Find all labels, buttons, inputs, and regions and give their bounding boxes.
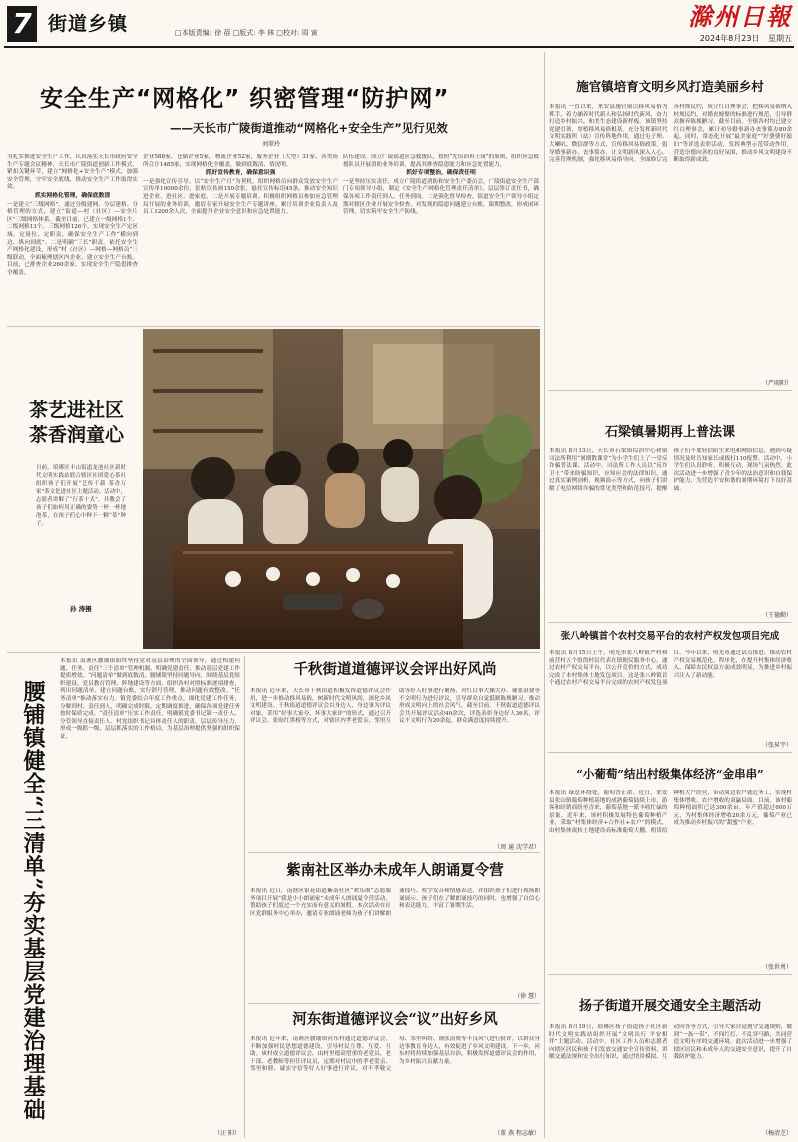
grape-bottom-rule [548,974,792,975]
tea-author: 孙 涛摄 [70,605,92,613]
qianqiu-author: （周 通 沈学君） [494,844,540,851]
tea-bottom-rule [7,652,540,653]
right-column-divider [544,52,545,1138]
shiliang-body: 本报讯 8月13日，天长市石梁镇综治中心和镇司法所利用“暑期散课堂”为小学生们上了一堂反诈骗普法课。活动中，司法所工作人员以“反诈卫士”带来防骗知识、应知应会的法律知识，通过真实案例剖析、视频演示等方式，向孩子们讲解了电信网络诈骗的常见类型和防范技巧，提醒孩子们不要轻信陌生来电和网络信息，遇到可疑情况及时告知家长或拨打110报警。活动中，小学生们认真聆听、积极互动，现场气氛热烈。此次活动进一步增强了青少年的法治意识和自我保护能力，为营造平安和谐的暑期环境打下良好基础。 [549,448,792,492]
tea-body: 日前，琅琊区丰山街道龙池社区新时代文明实践站联合辖区社团爱心茶社组织孩子们开展“艺传千载 茶香万家”茶文化进社区主题活动。活动中，志愿者讲解了“行茶十式”，并教会了孩子们如何用正确的姿势一杯一杯地泡茶，在孩子们心中种下一颗“茶”种子。 [36,465,126,527]
grape-body: 本报讯 绿意环绕处，葡萄香正浓。近日，来安县张山镇葡萄种植基地的成熟葡萄陆续上市，游客和经销商纷至沓来，葡萄基地一派丰收忙碌的景象。近年来，该村积极发展特色葡萄种植产业，采取“村集体经济+合作社+农户”的模式，由村集体流转土地建设高标准葡萄大棚，租赁给种植大户经营，带动周边农户就近务工，实现村集体增收、农户增收的双赢局面。目前，该村葡萄种植面积已达300余亩，年产值超过600万元，为村集体经济增收20余万元，葡萄产业已成为推动乡村振兴的“甜蜜”产业。 [549,790,792,834]
lead-col3-body: 一是坚持压实责任。成立广陵街道消防和安全生产委员会，广陵街道安全生产部门专项领导小组，制定《安全生产网格化管理责任清单》，层层签订责任书，确保各项工作责任到人、任务到岗。二是强化督导检查。街道安全生产领导小组定期对辖区企业开展安全检查，对发现的隐患问题建立台账，限期整改，形成闭环管理，切实筑牢安全生产防线。 [343,178,539,216]
page-header [0,0,798,52]
lead-author: 刘翠玲 [262,141,281,148]
zishan-bottom-rule [248,1003,540,1004]
shigang-author: （严雨阳） [761,380,792,387]
shigang-bottom-rule [548,390,792,391]
lead-subhead-3: 抓好专项整治，确保责任明 [406,170,476,177]
ruling-author: （汪 阳） [214,1130,240,1137]
date-text: 2024年8月23日 [699,34,760,43]
zishan-author: （徐 慧） [514,993,540,1000]
zhangbaling-author: （张昇宇） [761,742,792,749]
shiliang-title: 石梁镇暑期再上普法课 [604,425,735,440]
tea-ceremony-photo [143,329,540,649]
hedong-body: 本报讯 近年来，南谯区腰铺镇河东村通过道德评议会，不断加强村民思想道德建设，引导村民互尊、互爱、互助。该村成立道德评议会，由村里德高望重的老党员、老干部、老教师等担任评议员，定期对村民中的孝老爱亲、邻里和睦、诚实守信等好人好事进行评议，对不孝敬父母、邻里纠纷、铺张浪费等不良风气进行批评，以群众身边事教育身边人，有效促进了乡风文明建设。下一步，河东村将持续加强基层自治，积极发挥道德评议会的作用，为乡村振兴贡献力量。 [250,1036,540,1073]
zhangbaling-body: 本报讯 8月15日上午，明光市张八岭镇严村和前营村五个组的村民代表在镇便民服务中心，通过农村产权交易平台，以公开竞价的方式，成功完成了本村集体土地发包项目。这是张八岭镇首个通过农村产权交易平台完成的农村产权发包项目。今年以来，明光市通过试点推进、推动农村产权交易规范化、程序化，在提升村集体经济收入、保障农民权益方面成效明显，为推进乡村振兴注入了新动能。 [549,650,792,687]
tea-title-line2: 茶香润童心 [28,424,124,446]
lead-subtitle: ——天长市广陵街道推动“网格化+安全生产”见行见效 [170,121,448,135]
yangzi-author: （杨清芝） [761,1130,792,1137]
ruling-body: 本报讯 南谯区腰铺镇始终坚持党对基层治理的全面领导，通过构建问题、任务、责任“三个清单”管理机制，明确党建责任，推动基层党建工作提质增效。“问题清单”做到底数清。腰铺镇坚持问题导向，围绕基层党组织建设、党员教育管理、阵地建设等方面，组织各村对照标准逐项排查，列出问题清单，建立问题台账，实行销号管理，推动问题有效整改。“任务清单”推动落实有力。镇党委结合年度工作重点，细化党建工作任务，分解到村、责任到人，明确完成时限，定期调度推进，确保各项党建任务按时保质完成。“责任清单”压实工作责任。明确镇党委书记第一责任人、分管领导直接责任人、村党组织书记具体责任人的职责，层层传导压力，形成一级抓一级、层层抓落实的工作格局，为基层治理提供坚强的组织保证。 [60,658,240,740]
lead-col1-body: 一是建立“三级网格”。通过分级建网、分层建格、分格管理的方式，建立“街道—村（社区）—安全片区”三级网格体系。截至目前，已建立一级网格1个、二级网格13个、三级网格126个，实现安全生产定区域、定岗位、定职责，确保安全生产工作“横向到边、纵向到底”。二是明确“三长”职责。依托安全生产网格化建设，形成“村（社区）—网格—网格员”三级联动，全面梳理辖区内企业，建立安全生产台账。目前，已排查企业260余家，实现安全生产隐患排查全覆盖。 [7,201,138,276]
zishan-title: 紫南社区举办未成年人朗诵夏令营 [286,862,504,879]
lead-col1 [7,154,138,322]
ruling-title: 腰铺镇健全“三清单”夯实基层党建治理基础 [20,680,46,1122]
yangzi-title: 扬子街道开展交通安全主题活动 [578,999,761,1014]
header-rule [4,46,794,48]
yangzi-body: 本报讯 8月19日，琅琊区扬子街道扬子社区新时代文明实践站组织开展“文明出行 平安相伴”主题活动。活动中，社区工作人员和志愿者向辖区居民和孩子们发放交通安全宣传资料，讲解交通法规和安全出行知识，通过情景模拟、互动问答等方式，引导大家自觉遵守交通规则，做到“一盔一带”，不闯红灯、不乱穿马路，共同营造文明有序的交通环境。此次活动进一步增强了辖区居民和未成年人的交通安全意识，提升了自我防护能力。 [549,1024,792,1061]
lead-col2 [143,154,338,322]
tea-ceremony-illustration [143,329,540,649]
lead-col3 [343,154,539,322]
lead-col2-body: 一是强化宣传引导。以“安全生产月”为契机，组织网格员向群众发放安全生产宣传单10000余份，张贴宣传画150余张，悬挂宣传标语45条，推动安全知识进企业、进社区、进家庭。二是开展专题培训。积极组织网格员参加应急管理局开展的业务培训，邀请专家开展安全生产专题讲座，累计培训企业负责人及员工1200余人次，全面提升企业安全意识和应急处置能力。 [143,178,338,216]
section-title: 街道乡镇 [48,13,129,35]
qianqiu-bottom-rule [248,852,540,853]
grape-title: “小葡萄”结出村级集体经济“金串串” [576,767,764,781]
lead-title: 安全生产“网格化” 织密管理“防护网” [40,86,450,112]
shiliang-author: （王德勤） [761,612,792,619]
lead-col1-intro: 为扎实推进安全生产工作，认真落实天长市政府安全生产专题会议精神，天长市广陵街道创新工作模式，紧扣关键环节，建立“网格化+安全生产”模式，加强安全管理，守牢安全底线，推动安全生产工作取得实效。 [7,154,138,191]
shigang-body: 本报讯 一直以来，来安县施官镇以移风易俗为抓手，着力涵养时代新人和弘扬时代新风，奋力打造乡村振兴、和美生态建设新样板。该镇坚持党建引领，厚植移风易俗根基。充分发挥新时代文明实践所（站）宣传阵地作用，通过屯子理、大喇叭、微信群等方式，宣传移风易俗政策，倡导婚事新办、丧事简办，让文明新风深入人心。完善管理机制，强化移风易俗导向。全面修订完善村规民约，成立红白理事会，把移风易俗纳入村规民约，对婚丧嫁娶的标准进行规范，引导群众摒弃陈规陋习。截至目前，全镇各村均已建立红白理事会，累计劝导婚事新办丧事简办80余起。同时，常态化开展“最美家庭”“好婆婆好媳妇”等评选表彰活动，发挥典型示范带动作用，营造崇德向善的良好氛围，推动乡风文明建设不断取得新成效。 [549,104,792,164]
lead-subhead-1: 抓实网格化管理，确保底数清 [34,192,111,199]
lead-subhead-2: 抓好宣传教育，确保意识强 [205,170,276,177]
hedong-title: 河东街道德评议会“议”出好乡风 [292,1011,498,1028]
zhangbaling-title: 张八岭镇首个农村交易平台的农村产权发包项目完成 [560,631,780,642]
tea-title-line1: 茶艺进社区 [28,399,124,421]
lead-col3-intro: 队伍建设。成立广陵街道应急救援队，按照“先培训再上岗”的原则，组织应急救援队员开展消防业务培训，提高其排查隐患能力和应急处置能力。 [343,154,539,168]
shiliang-bottom-rule [548,622,792,623]
masthead-logo: 滁州日報 [688,3,792,31]
zhangbaling-bottom-rule [548,752,792,753]
issue-date [655,33,792,44]
weekday-text: 星期五 [768,34,792,43]
ruling-divider [244,656,245,1138]
lead-col2-intro: 企业588家，仓储企业5家，物流企业52家，服务企业（大型）31家，各类场所合计1485家，实现网格化全覆盖，做到底数清、情况明。 [143,154,338,168]
hedong-author: （董 燕 程志敏） [494,1130,540,1137]
grape-author: （张世勇） [761,964,792,971]
shigang-title: 施官镇培育文明乡风打造美丽乡村 [576,79,764,94]
page-number: 7 [12,7,32,40]
credits-line: □本版责编: 徐 蓓 □版式: 李 林 □校对: 周 寅 [175,29,318,37]
qianqiu-title: 千秋街道道德评议会评出好风尚 [293,661,497,678]
qianqiu-body: 本报讯 近年来，天长市千秋街道积极发挥道德评议会作用，进一步推动移风易俗，树新时代文明风尚，深化乡风文明建设。千秋街道道德评议会以身边人、身边事为评议对象，采用“好事大家夸、坏事大家评”的形式，通过召开评议会、张贴红黑榜等方式，对辖区内孝老爱亲、邻里互助等好人好事进行褒扬，对红白事大操大办、铺张浪费等不文明行为进行评议，引导群众自觉抵制陈规陋习，推动形成文明向上的社会风气。截至目前，千秋街道道德评议会共开展评议活动40余次，评选表彰身边好人36名，评议不文明行为20余起，群众满意度持续提升。 [250,688,540,725]
zishan-body: 本报讯 近日，南谯区银花街道紫南社区“欢乐颂”志愿服务项目开展“我是小小朗诵家”未成年人朗诵夏令营活动，帮助孩子们度过一个充实而有意义的暑假。本次活动在社区党群服务中心举办，邀请专业朗诵老师为孩子们讲解朗诵技巧、咬字发音和情感表达，并组织孩子们进行现场朗诵展示。孩子们在了解朗诵技巧的同时，也增强了自信心和表达能力，丰富了暑期生活。 [250,888,540,917]
lead-bottom-rule [7,326,540,327]
